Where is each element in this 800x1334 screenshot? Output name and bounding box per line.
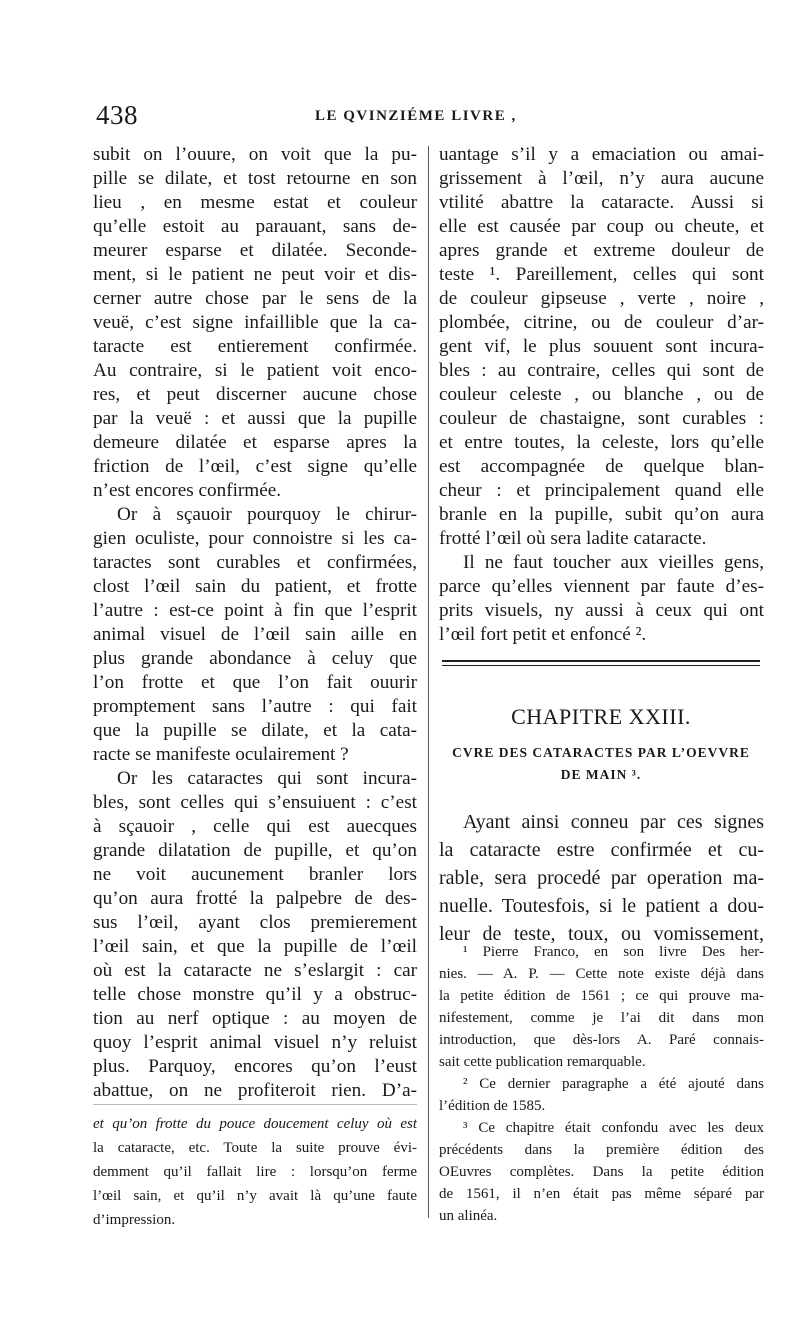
- footnote-line: la petite édition de 1561 ; ce qui prouve ma-: [439, 988, 764, 1004]
- text-line: où est la cataracte ne s’eslargit : car: [93, 960, 417, 981]
- right-column: [439, 143, 764, 647]
- text-line: qu’elle estoit au parauant, sans de-: [93, 216, 417, 237]
- footnote-line: nifestement, comme je l’ai dit dans mon: [439, 1010, 764, 1026]
- text-line: plus. Parquoy, encores qu’on l’eust: [93, 1056, 417, 1077]
- chapter-separator: [442, 660, 760, 666]
- text-line: bles : au contraire, celles qui sont de: [439, 360, 764, 381]
- text-line: clost l’œil sain du patient, et frotte: [93, 576, 417, 597]
- text-line: racte se manifeste oculairement ?: [93, 744, 349, 765]
- text-line: pille se dilate, et tost retourne en son: [93, 168, 417, 189]
- text-line: nuelle. Toutesfois, si le patient a dou-: [439, 895, 764, 917]
- text-line: qu’on aura frotté la palpebre de des-: [93, 888, 417, 909]
- text-line: cerner autre chose par le sens de la: [93, 288, 417, 309]
- text-line: abattue, on ne profiteroit rien. D’a-: [93, 1080, 417, 1101]
- text-line: vtilité abattre la cataracte. Aussi si: [439, 192, 764, 213]
- text-line: couleur celeste , ou blanche , ou de: [439, 384, 764, 405]
- footnote-line: l’édition de 1585.: [439, 1098, 546, 1114]
- text-line: telle chose monstre qu’il y a obstruc-: [93, 984, 417, 1005]
- text-line: taractes sont curables et confirmées,: [93, 552, 417, 573]
- right-footnotes: [439, 941, 764, 1227]
- column-divider: [428, 146, 429, 1218]
- text-line: subit on l’ouure, on voit que la pu-: [93, 144, 417, 165]
- text-line: l’œil sain, et que la pupille de l’œil: [93, 936, 417, 957]
- text-line: elle est causée par coup ou cheute, et: [439, 216, 764, 237]
- text-line: taracte est entierement confirmée.: [93, 336, 417, 357]
- footnote-line: l’œil sain, et qu’il n’y avait là qu’une faute: [93, 1188, 417, 1204]
- text-line: cheur : et principalement quand elle: [439, 480, 764, 501]
- text-line: de couleur gipseuse , verte , noire ,: [439, 288, 764, 309]
- text-line: demeure dilatée et esparse apres la: [93, 432, 417, 453]
- footnote-line: sait cette publication remarquable.: [439, 1054, 646, 1070]
- text-line: branle en la pupille, subit qu’on aura: [439, 504, 764, 525]
- text-line: l’œil fort petit et enfoncé ².: [439, 624, 647, 645]
- footnote-line: ¹ Pierre Franco, en son livre Des her-: [463, 944, 764, 960]
- text-line: par la veuë : et aussi que la pupille: [93, 408, 417, 429]
- text-line: meurer esparse et dilatée. Seconde-: [93, 240, 417, 261]
- text-line: grissement à l’œil, n’y aura aucune: [439, 168, 764, 189]
- text-line: bles, sont celles qui s’ensuiuent : c’est: [93, 792, 417, 813]
- text-line: uantage s’il y a emaciation ou amai-: [439, 144, 764, 165]
- text-line: sus l’œil, ayant clos premierement: [93, 912, 417, 933]
- text-line: à sçauoir , celle qui est auecques: [93, 816, 417, 837]
- text-line: lieu , en mesme estat et couleur: [93, 192, 417, 213]
- footnote-line: OEuvres complètes. Dans la petite édition: [439, 1164, 764, 1180]
- chapter-body: [439, 808, 764, 948]
- text-line: l’autre : est-ce point à fin que l’esprit: [93, 600, 417, 621]
- text-line: promptement sans l’autre : qui fait: [93, 696, 417, 717]
- text-line: leur de teste, toux, ou vomissement,: [439, 923, 764, 945]
- footnote-line: précédents dans la première édition des: [439, 1142, 764, 1158]
- text-line: res, et peut discerner aucune chose: [93, 384, 417, 405]
- text-line: ment, si le patient ne peut voir et dis-: [93, 264, 417, 285]
- text-line: et entre toutes, la celeste, lors qu’elle: [439, 432, 764, 453]
- footnote-line: un alinéa.: [439, 1208, 498, 1224]
- text-line: frotté l’œil où sera ladite cataracte.: [439, 528, 707, 549]
- text-line: grande dilatation de pupille, et qu’on: [93, 840, 417, 861]
- text-line: rable, sera procedé par operation ma-: [439, 867, 764, 889]
- text-line: veuë, c’est signe infaillible que la ca-: [93, 312, 417, 333]
- text-line: apres grande et extreme douleur de: [439, 240, 764, 261]
- footnote-line: et qu’on frotte du pouce doucement celuy où est: [93, 1116, 417, 1132]
- text-line: gien oculiste, pour connoistre si les ca-: [93, 528, 417, 549]
- chapter-title-line: CVRE DES CATARACTES PAR L’OEVVRE: [452, 745, 750, 760]
- text-line: gent vif, le plus souuent sont incura-: [439, 336, 764, 357]
- text-line: Au contraire, si le patient voit enco-: [93, 360, 417, 381]
- text-line: plombée, citrine, ou de couleur d’ar-: [439, 312, 764, 333]
- footnote-line: introduction, que dès-lors A. Paré connais-: [439, 1032, 764, 1048]
- text-line: prits visuels, ny aussi à ceux qui ont: [439, 600, 764, 621]
- left-column: [93, 143, 417, 1103]
- footnote-line: la cataracte, etc. Toute la suite prouve évi-: [93, 1140, 417, 1156]
- footnote-line: demment qu’il fallait lire : lorsqu’on ferme: [93, 1164, 417, 1180]
- text-line: est accompagnée de quelque blan-: [439, 456, 764, 477]
- text-line: la cataracte estre confirmée et cu-: [439, 839, 764, 861]
- footnote-rule: [93, 1104, 417, 1105]
- text-line: ne voit aucunement branler lors: [93, 864, 417, 885]
- text-line: couleur de chastaigne, sont curables :: [439, 408, 764, 429]
- text-line: l’on frotte et que l’on fait ouurir: [93, 672, 417, 693]
- text-line: Ayant ainsi conneu par ces signes: [463, 811, 764, 833]
- separator-rule: [442, 665, 760, 666]
- footnote-line: ³ Ce chapitre était confondu avec les deux: [463, 1120, 764, 1136]
- left-footnote: [93, 1112, 417, 1232]
- footnote-line: d’impression.: [93, 1212, 176, 1228]
- text-line: parce qu’elles viennent par faute d’es-: [439, 576, 764, 597]
- text-line: plus grande abondance à celuy que: [93, 648, 417, 669]
- text-line: que la pupille se dilate, et la cata-: [93, 720, 417, 741]
- text-line: friction de l’œil, c’est signe qu’elle: [93, 456, 417, 477]
- footnote-line: nies. — A. P. — Cette note existe déjà dans: [439, 966, 764, 982]
- chapter-heading: CHAPITRE XXIII.: [511, 704, 691, 729]
- text-line: Il ne faut toucher aux vieilles gens,: [463, 552, 764, 573]
- text-line: tion au nerf optique : au moyen de: [93, 1008, 417, 1029]
- page-number: 438: [96, 100, 138, 130]
- text-line: animal visuel de l’œil sain aille en: [93, 624, 417, 645]
- text-line: Or à sçauoir pourquoy le chirur-: [117, 504, 417, 525]
- text-line: teste ¹. Pareillement, celles qui sont: [439, 264, 764, 285]
- text-line: Or les cataractes qui sont incura-: [117, 768, 417, 789]
- text-line: n’est encores confirmée.: [93, 480, 282, 501]
- footnote-line: de 1561, il n’en était pas même séparé par: [439, 1186, 764, 1202]
- separator-rule: [442, 660, 760, 662]
- chapter-title-line: DE MAIN ³.: [560, 767, 642, 782]
- running-head: LE QVINZIÉME LIVRE ,: [315, 108, 517, 124]
- text-line: quoy l’esprit animal visuel n’y reluist: [93, 1032, 417, 1053]
- footnote-line: ² Ce dernier paragraphe a été ajouté dans: [463, 1076, 764, 1092]
